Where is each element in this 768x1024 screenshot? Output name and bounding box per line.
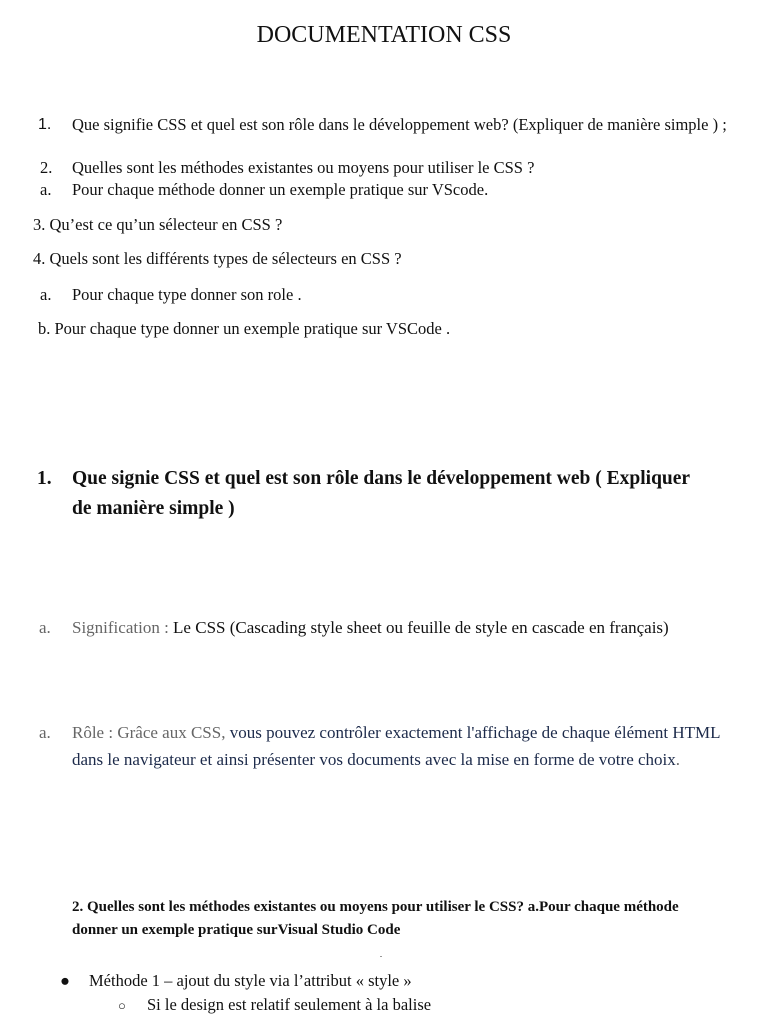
question-4a-text: Pour chaque type donner son role .: [72, 285, 302, 304]
role-label: Rôle : Grâce aux CSS,: [72, 723, 230, 742]
question-3: 3. Qu’est ce qu’un sélecteur en CSS ?: [33, 215, 283, 234]
question-4a-number: a.: [40, 285, 52, 304]
question-2a-text: Pour chaque méthode donner un exemple pratique sur VScode.: [72, 180, 489, 199]
question-1-text: Que signifie CSS et quel est son rôle dans le développement web? (Expliquer de manière simple ) ;: [72, 115, 727, 134]
circle-bullet-icon: ○: [118, 998, 126, 1013]
question-2-number: 2.: [40, 158, 53, 177]
question-4: 4. Quels sont les différents types de sélecteurs en CSS ?: [33, 249, 402, 268]
question-1-number: 1.: [38, 116, 52, 133]
section-1-number: 1.: [37, 468, 52, 489]
page-title: DOCUMENTATION CSS: [256, 22, 512, 48]
bullet-icon: ●: [60, 971, 70, 990]
question-2a-number: a.: [40, 180, 52, 199]
signification-text: Le CSS (Cascading style sheet ou feuille de style en cascade en français): [173, 618, 669, 637]
role-text: vous pouvez contrôler exactement l'affichage de chaque élément HTML dans le navigateur et ainsi présenter vos documents avec la mise en forme de votre choix: [72, 723, 720, 769]
question-4b: b. Pour chaque type donner un exemple pratique sur VSCode .: [38, 319, 451, 338]
signification-number: a.: [39, 618, 51, 637]
signification-content: [72, 614, 732, 641]
method-1-sub-text: Si le design est relatif seulement à la balise: [147, 995, 432, 1014]
divider-dot: [380, 956, 382, 957]
section-2-heading: 2. Quelles sont les méthodes existantes ou moyens pour utiliser le CSS? a.Pour chaque méthode donner un exemple pratique surVisual Studio Code: [72, 899, 679, 938]
role-number: a.: [39, 723, 51, 742]
role-content: [72, 719, 722, 773]
section-1-heading-text: Que signie CSS et quel est son rôle dans le développement web ( Expliquer de manière simple ): [72, 468, 690, 519]
method-1-text: Méthode 1 – ajout du style via l’attribut « style »: [89, 971, 412, 990]
signification-label: Signification :: [72, 618, 174, 637]
role-end: .: [675, 750, 681, 769]
question-2-text: Quelles sont les méthodes existantes ou moyens pour utiliser le CSS ?: [72, 158, 535, 177]
